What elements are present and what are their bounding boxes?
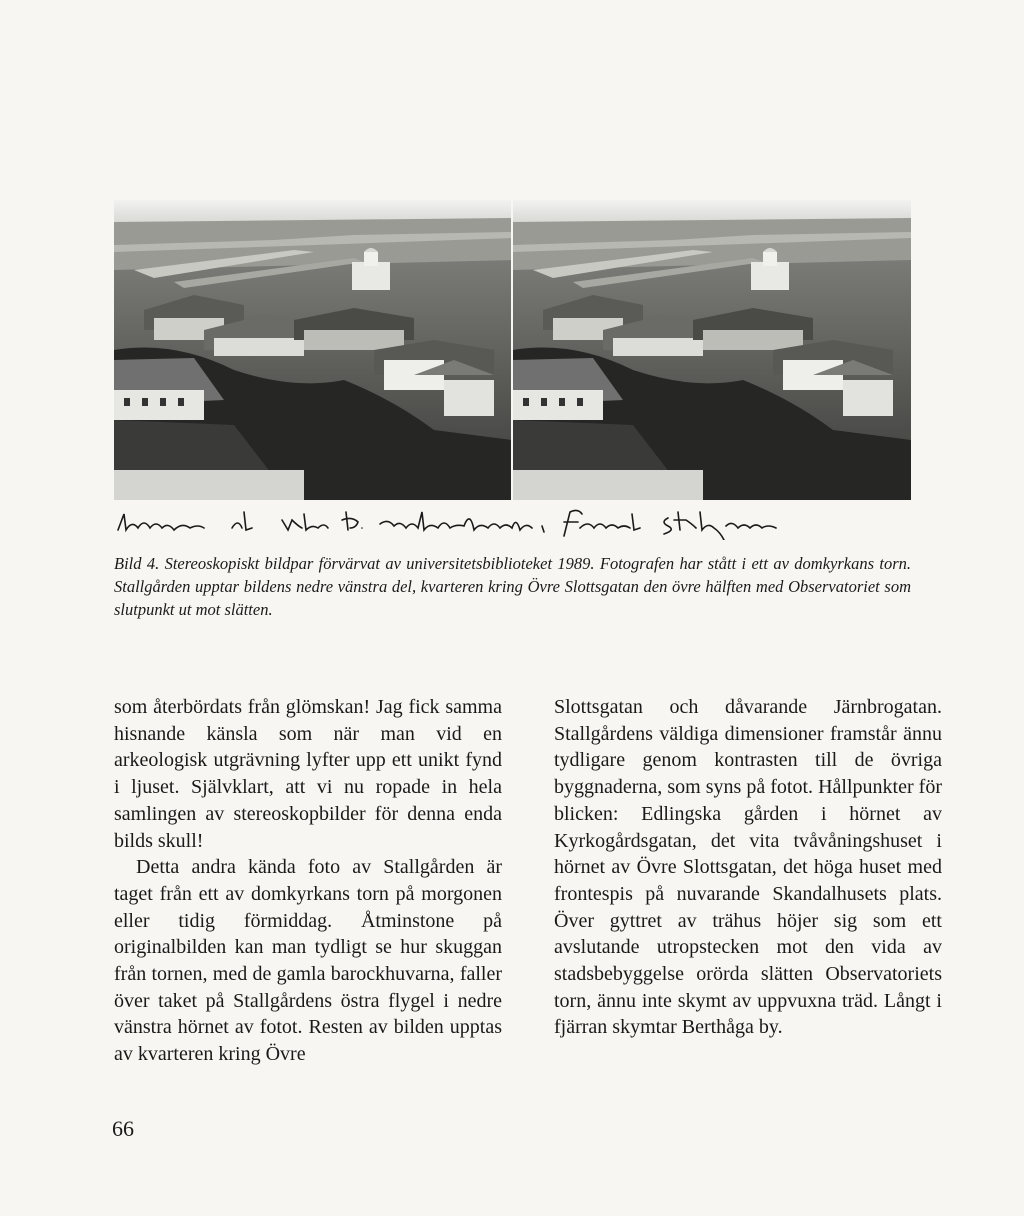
body-paragraph: Detta andra kända foto av Stallgården är taget från ett av domkyrkans torn på morgonen eller tidig förmiddag. Åtminstone på originalbilden kan man tydligt se hur skuggan från tornen, med de gamla barockhuvarna, faller över taket på Stallgårdens östra flygel i nedre vänstra hörnet av fotot. Resten av bilden upptas av kvarteren kring Övre <box>114 856 502 1066</box>
stereoscopic-photo <box>114 200 911 500</box>
figure-caption: Bild 4. Stereoskopiskt bildpar förvärvat av universitetsbiblioteket 1989. Fotografen har stått i ett av domkyrkans torn. Stallgården upptar bildens nedre vänstra del, kvarteren kring Övre Slottsgatan den övre hälften med Observatoriet som slutpunkt ut mot slätten. <box>114 554 911 619</box>
body-column-right <box>554 694 942 1041</box>
handwritten-note <box>112 500 912 540</box>
body-paragraph: Slottsgatan och dåvarande Järnbrogatan. Stallgårdens väldiga dimensioner framstår ännu tydligare genom kontrasten till de övriga byggnaderna, som syns på fotot. Hållpunkter för blicken: Edlingska gården i hörnet av Kyrkogårdsgatan, det vita tvåvåningshuset i hörnet av Övre Slottsgatan, det höga huset med frontespis på nuvarande Skandalhusets plats. Över gyttret av trähus höjer sig som ett avslutande utropstecken mot den vida av stadsbebyggelse orörda slätten Observatoriets torn, ännu inte skymt av uppvuxna träd. Långt i fjärran skymtar Berthåga by. <box>554 696 942 1039</box>
handwritten-signature-drawing <box>112 500 912 540</box>
body-paragraph: som återbördats från glömskan! Jag fick samma hisnande känsla som när man vid en arkeologisk utgrävning lyfter upp ett unikt fynd i ljuset. Självklart, att vi nu ropade in hela samlingen av stereoskopbilder för denna enda bilds skull! <box>114 696 502 852</box>
body-column-left <box>114 694 502 1068</box>
photo-illustration <box>114 200 911 500</box>
page-number: 66 <box>112 1116 134 1141</box>
